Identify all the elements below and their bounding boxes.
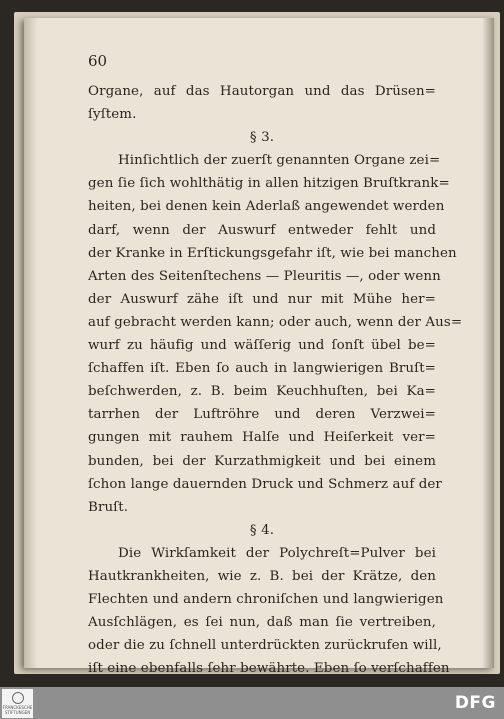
text-line: Ausſchlägen, es ſei nun, daß man ſie vertreiben, — [88, 615, 436, 631]
text-line: darf, wenn der Auswurf entweder fehlt und — [88, 222, 436, 238]
text-line: Organe, auf das Hautorgan und das Drüsen= — [88, 84, 436, 99]
institution-logo[interactable] — [2, 689, 33, 718]
text-line: beſchwerden, z. B. beim Keuchhuſten, bei Ka= — [88, 384, 436, 400]
text-line: ſyſtem. — [88, 107, 137, 123]
text-line: iſt eine ebenfalls ſehr bewährte. Eben ſo verſchaffen — [88, 661, 450, 677]
viewer-footer-bar — [0, 687, 504, 719]
institution-logo-text: FRANCKESCHE STIFTUNGEN — [2, 705, 33, 715]
text-line: wurf zu häufig und wäſſerig und ſonſt übel be= — [88, 338, 436, 354]
page-number: 60 — [88, 52, 108, 70]
text-line: der Auswurf zähe iſt und nur mit Mühe her= — [88, 291, 436, 307]
section-heading-3: § 3. — [249, 130, 275, 146]
text-line: auf gebracht werden kann; oder auch, wenn der Aus= — [88, 314, 463, 330]
text-line: gungen mit rauhem Halſe und Heiſerkeit ver= — [88, 430, 436, 446]
text-line: heiten, bei denen kein Aderlaß angewendet werden — [88, 199, 445, 215]
text-line: ſchon lange dauernden Druck und Schmerz auf der — [88, 476, 442, 492]
section-heading-4: § 4. — [249, 522, 275, 538]
text-line: gen ſie ſich wohlthätig in allen hitzigen Bruſtkrank= — [88, 176, 450, 192]
text-line: Hinſichtlich der zuerſt genannten Organe zei= — [118, 153, 441, 169]
text-line: Die Wirkſamkeit der Polychreſt=Pulver bei — [118, 545, 436, 561]
text-line: tarrhen der Luftröhre und deren Verzwei= — [88, 407, 436, 423]
page-gutter-shadow — [482, 18, 494, 668]
text-line: Hautkrankheiten, wie z. B. bei der Krätze, den — [88, 568, 436, 584]
text-line: Flechten und andern chroniſchen und langwierigen — [88, 592, 444, 608]
text-line: ſchaffen iſt. Eben ſo auch in langwierigen Bruſt= — [88, 361, 436, 377]
text-line: oder die zu ſchnell unterdrückten zurückrufen will, — [88, 638, 442, 654]
text-line: Bruſt. — [88, 499, 129, 515]
page-text — [88, 80, 463, 680]
text-line: bunden, bei der Kurzathmigkeit und bei einem — [88, 453, 436, 469]
crest-icon — [12, 692, 24, 704]
dfg-logo[interactable]: DFG — [454, 693, 496, 713]
text-line: Arten des Seitenſtechens — Pleuritis —, oder wenn — [88, 268, 441, 284]
text-line: der Kranke in Erſtickungsgefahr iſt, wie bei manchen — [88, 245, 457, 261]
